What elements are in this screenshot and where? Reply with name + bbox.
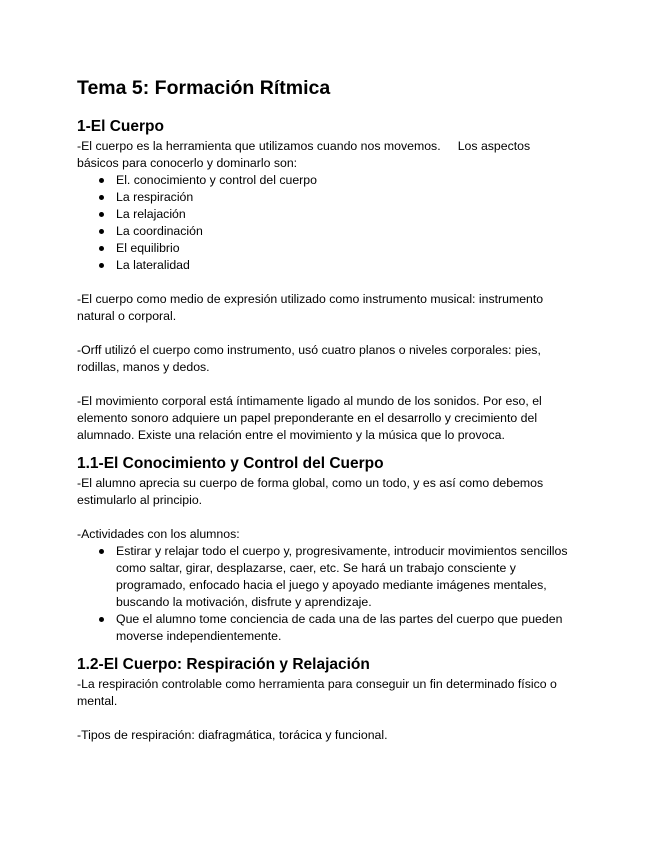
list-item: La relajación	[116, 206, 582, 223]
section12-paragraph-2: -Tipos de respiración: diafragmática, torácica y funcional.	[77, 728, 388, 742]
section-heading-conocimiento-control: 1.1-El Conocimiento y Control del Cuerpo	[77, 455, 384, 472]
list-item: El equilibrio	[116, 240, 582, 257]
section1-paragraph-4: -El movimiento corporal está íntimamente ligado al mundo de los sonidos. Por eso, el elemento sonoro adquiere un papel preponderante en el desarrollo y crecimiento del alumnado. Existe una relación entre el movimiento y la música que lo provoca.	[77, 394, 542, 442]
section12-paragraph-1: -La respiración controlable como herramienta para conseguir un fin determinado físico o mental.	[77, 677, 557, 708]
section-heading-el-cuerpo: 1-El Cuerpo	[77, 118, 164, 135]
section11-activities-label: -Actividades con los alumnos:	[77, 527, 240, 541]
document-title: Tema 5: Formación Rítmica	[77, 77, 331, 99]
activities-list	[77, 543, 582, 645]
section1-paragraph-3: -Orff utilizó el cuerpo como instrumento, usó cuatro planos o niveles corporales: pies, rodillas, manos y dedos.	[77, 343, 541, 374]
list-item: El. conocimiento y control del cuerpo	[116, 172, 582, 189]
document-page	[77, 74, 582, 744]
aspects-list	[77, 172, 582, 274]
list-item: Estirar y relajar todo el cuerpo y, progresivamente, introducir movimientos sencillos como saltar, girar, desplazarse, caer, etc. Se hará un trabajo consciente y programado, enfocado hacia el juego y apoyado mediante imágenes mentales, buscando la motivación, disfrute y aprendizaje.	[116, 543, 582, 611]
section1-intro-line2: básicos para conocerlo y dominarlo son:	[77, 156, 298, 170]
list-item: La respiración	[116, 189, 582, 206]
section1-intro-line1: -El cuerpo es la herramienta que utilizamos cuando nos movemos. Los aspectos	[77, 139, 531, 153]
section11-paragraph-1: -El alumno aprecia su cuerpo de forma global, como un todo, y es así como debemos estimularlo al principio.	[77, 476, 544, 507]
list-item: La lateralidad	[116, 257, 582, 274]
section1-intro	[77, 138, 582, 172]
section-heading-respiracion-relajacion: 1.2-El Cuerpo: Respiración y Relajación	[77, 656, 370, 673]
list-item: La coordinación	[116, 223, 582, 240]
list-item: Que el alumno tome conciencia de cada una de las partes del cuerpo que pueden moverse independientemente.	[116, 611, 582, 645]
section1-paragraph-2: -El cuerpo como medio de expresión utilizado como instrumento musical: instrumento natural o corporal.	[77, 292, 544, 323]
